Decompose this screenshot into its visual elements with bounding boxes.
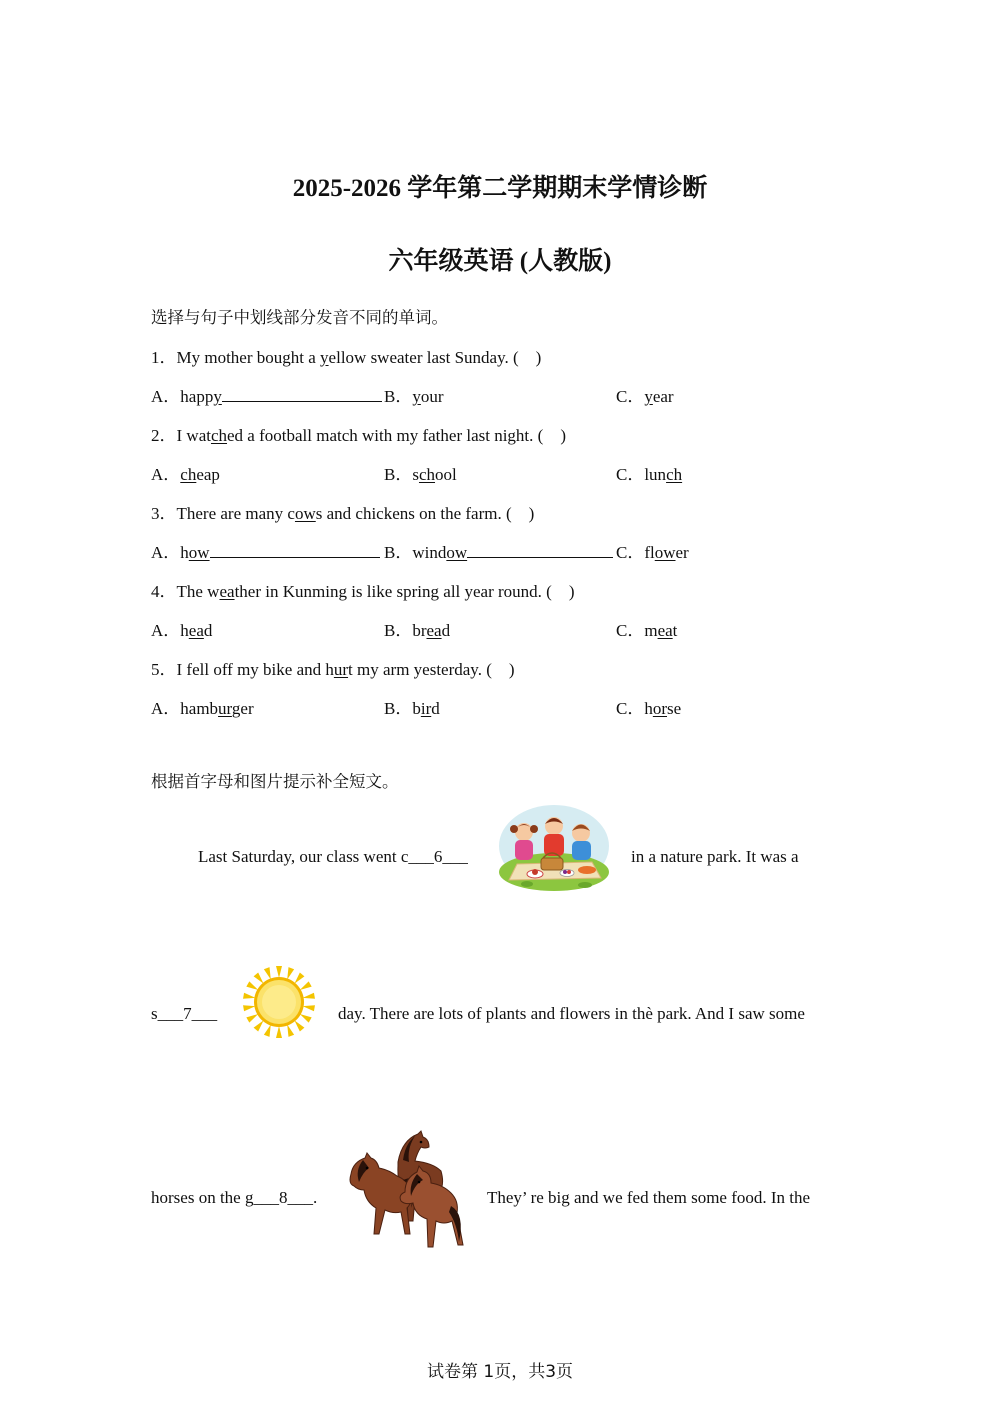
question-5-option-b: B．bird — [384, 699, 440, 718]
question-3-option-c: C．flower — [616, 543, 689, 562]
question-5-option-c: C．horse — [616, 699, 682, 718]
question-2-option-a: A．cheap — [151, 465, 220, 484]
horses-illustration — [343, 1130, 467, 1248]
question-2-option-b: B．school — [384, 465, 457, 484]
question-1-option-b: B．your — [384, 387, 444, 406]
section2-instruction: 根据首字母和图片提示补全短文。 — [151, 772, 399, 791]
sun-illustration — [241, 964, 317, 1040]
question-4-option-b: B．bread — [384, 621, 451, 640]
question-1-stem: 1．My mother bought a yellow sweater last Sunday. ( ) — [151, 348, 542, 367]
passage-line-2-right: day. There are lots of plants and flowers in thè park. And I saw some — [338, 1004, 805, 1023]
exam-title: 2025-2026 学年第二学期期末学情诊断 — [292, 175, 708, 202]
question-5-option-a: A．hamburger — [151, 699, 254, 718]
passage-line-3-left: horses on the g___8___. — [151, 1188, 318, 1207]
question-4-option-a: A．head — [151, 621, 213, 640]
passage-line-1-left: Last Saturday, our class went c___6___ — [198, 847, 468, 866]
question-2-stem: 2．I watched a football match with my father last night. ( ) — [151, 426, 566, 445]
question-3-option-a: A．how — [151, 538, 380, 563]
exam-subtitle: 六年级英语 (人教版) — [388, 248, 612, 275]
page-footer: 试卷第 1页，共3页 — [426, 1362, 574, 1382]
passage-line-1-right: in a nature park. It was a — [631, 847, 799, 866]
question-5-stem: 5．I fell off my bike and hurt my arm yesterday. ( ) — [151, 660, 515, 679]
question-1-option-c: C．year — [616, 387, 674, 406]
passage-line-3-right: They’ re big and we fed them some food. In the — [487, 1188, 811, 1207]
question-1-option-a: A．happy — [151, 382, 382, 407]
question-2-option-c: C．lunch — [616, 465, 683, 484]
passage-line-2-left: s___7___ — [151, 1004, 218, 1023]
question-3-stem: 3．There are many cows and chickens on the farm. ( ) — [151, 504, 535, 523]
question-3-option-b: B．window — [384, 538, 613, 563]
question-4-option-c: C．meat — [616, 621, 678, 640]
picnic-illustration — [497, 804, 611, 892]
question-4-stem: 4．The weather in Kunming is like spring all year round. ( ) — [151, 582, 575, 601]
section1-instruction: 选择与句子中划线部分发音不同的单词。 — [151, 308, 448, 327]
